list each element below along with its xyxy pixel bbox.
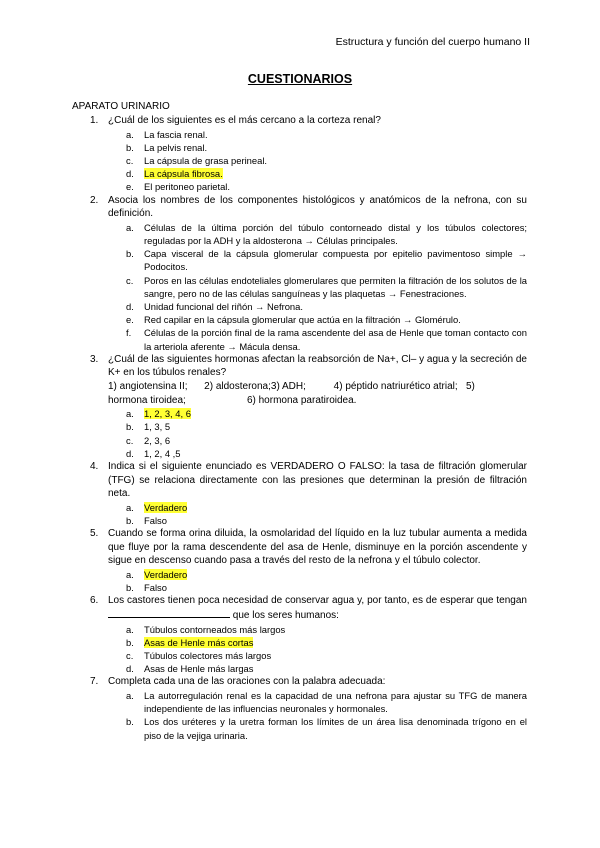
option-item-highlighted: a. Verdadero — [126, 501, 188, 513]
fill-blank — [108, 608, 230, 618]
question-text: Los castores tienen poca necesidad de conservar agua y, por tanto, es de esperar que tengan que los seres humanos: — [108, 595, 527, 621]
question-5: 5. Cuando se forma orina diluida, la osmolaridad del líquido en la luz tubular aumenta a medida que fluye por la rama descendente del asa de Henle, disminuye en la porción ascendente y sigue en descenso cuando pasa a través del resto de la nefrona y el túbulo colector. — [90, 528, 527, 567]
option-item: d. 1, 2, 4 ,5 — [126, 447, 181, 459]
option-item: d. Unidad funcional del riñón → Nefrona. — [126, 301, 303, 313]
question-text: Asocia los nombres de los componentes histológicos y anatómicos de la nefrona, con su definición. — [108, 194, 527, 220]
option-item-highlighted: d. La cápsula fibrosa. — [126, 168, 223, 180]
question-2: 2. Asocia los nombres de los componentes histológicos y anatómicos de la nefrona, con su definición. — [90, 194, 527, 220]
options-list — [72, 128, 527, 194]
option-item: a. La autorregulación renal es la capacidad de una nefrona para ajustar su TFG de manera independiente de las influencias neuronales y hormonales. — [126, 689, 527, 715]
option-item: b. La pelvis renal. — [126, 141, 208, 153]
option-item: d. Asas de Henle más largas — [126, 663, 254, 675]
option-item: c. 2, 3, 6 — [126, 434, 171, 446]
question-1: 1. ¿Cuál de los siguientes es el más cercano a la corteza renal? — [72, 114, 527, 128]
questionnaire — [72, 114, 527, 742]
running-header: Estructura y función del cuerpo humano II — [335, 36, 530, 48]
question-text: Cuando se forma orina diluida, la osmolaridad del líquido en la luz tubular aumenta a medida que fluye por la rama descendente del asa de Henle, disminuye en la porción ascendente y sigue en descenso cuando pasa a través del resto de la nefrona y el túbulo colector. — [108, 528, 527, 567]
option-item: b. Falso — [126, 582, 167, 594]
options-list — [72, 501, 527, 527]
question-text: ¿Cuál de las siguientes hormonas afectan la reabsorción de Na+, Cl– y agua y la secreción de K+ en los túbulos renales? — [108, 353, 527, 379]
option-item: b. Falso — [126, 515, 167, 526]
option-item-highlighted: b. Asas de Henle más cortas — [126, 636, 254, 648]
section-heading: APARATO URINARIO — [72, 101, 170, 112]
option-item: c. La cápsula de grasa perineal. — [126, 155, 268, 166]
options-list — [72, 221, 527, 353]
option-item: b. 1, 3, 5 — [126, 421, 171, 433]
option-item-highlighted: a. 1, 2, 3, 4, 6 — [126, 408, 191, 420]
question-text: ¿Cuál de los siguientes es el más cercano a la corteza renal? — [108, 115, 381, 126]
option-item: a. Túbulos contorneados más largos — [126, 623, 286, 635]
option-item: e. El peritoneo parietal. — [126, 181, 230, 193]
option-item: c. Túbulos colectores más largos — [126, 649, 272, 661]
page-title: CUESTIONARIOS — [247, 72, 353, 86]
options-list — [72, 407, 527, 460]
option-item: f. Células de la porción final de la rama ascendente del asa de Henle que toman contacto con la arteriola aferente → Mácula densa. — [126, 327, 527, 352]
options-list — [72, 689, 527, 742]
question-text: Completa cada una de las oraciones con la palabra adecuada: — [108, 676, 386, 688]
option-item: b. Capa visceral de la cápsula glomerular compuesta por epitelio pavimentoso simple → Podocitos. — [126, 248, 527, 273]
options-list — [72, 568, 527, 594]
options-list — [72, 623, 527, 676]
option-item: a. La fascia renal. — [126, 128, 208, 140]
question-4: 4. Indica si el siguiente enunciado es VERDADERO O FALSO: la tasa de filtración glomerular (TFG) se relaciona directamente con las presiones que determinan la presión de filtración neta. — [90, 461, 527, 500]
question-6: 6. Los castores tienen poca necesidad de conservar agua y, por tanto, es de esperar que tengan que los seres humanos: — [90, 595, 527, 621]
question-7: 7. Completa cada una de las oraciones con la palabra adecuada: — [72, 675, 527, 689]
option-item: a. Células de la última porción del túbulo contorneado distal y los túbulos colectores; reguladas por la ADH y la aldosterona → Células principales. — [126, 221, 527, 246]
option-item: c. Poros en las células endoteliales glomerulares que permiten la filtración de los solutos de la sangre, pero no de las células sanguíneas y las plaquetas → Fenestraciones. — [126, 274, 527, 299]
option-item: e. Red capilar en la cápsula glomerular que actúa en la filtración → Glomérulo. — [126, 314, 461, 326]
question-3: 3. ¿Cuál de las siguientes hormonas afectan la reabsorción de Na+, Cl– y agua y la secreción de K+ en los túbulos renales? — [90, 353, 527, 379]
hormone-list: 1) angiotensina II; 2) aldosterona;3) ADH; 4) péptido natriurético atrial; 5) hormona tiroidea; 6) hormona paratiroidea. — [108, 381, 475, 406]
option-item-highlighted: a. Verdadero — [126, 568, 188, 580]
question-text: Indica si el siguiente enunciado es VERDADERO O FALSO: la tasa de filtración glomerular (TFG) se relaciona directamente con las presiones que determinan la presión de filtración neta. — [108, 461, 527, 500]
option-item: b. Los dos uréteres y la uretra forman los límites de un área lisa denominada trígono en el piso de la vejiga urinaria. — [126, 716, 527, 741]
